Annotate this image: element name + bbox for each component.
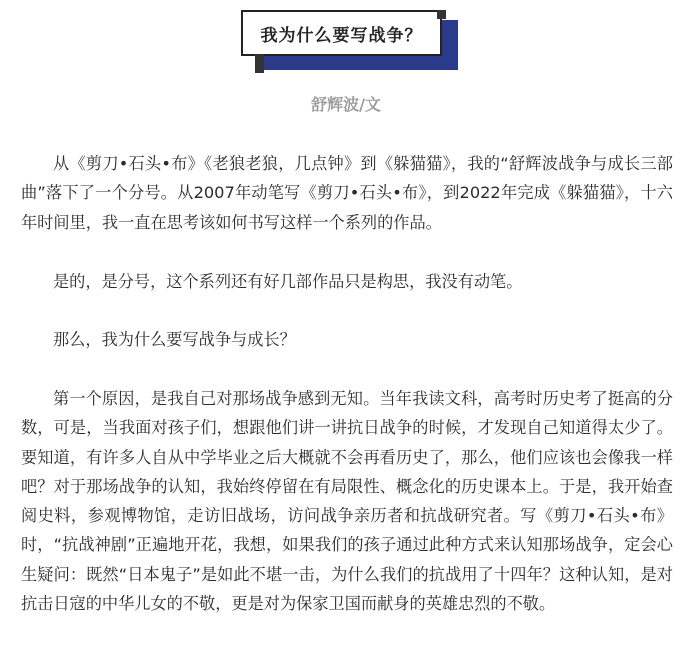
paragraph-1: 从《剪刀•石头•布》《老狼老狼，几点钟》到《躲猫猫》，我的“舒辉波战争与成长三部曲”落下了一个分号。从2007年动笔写《剪刀•石头•布》，到2022年完成《躲猫猫》，十六年时间里，我一直在思考该如何书写这样一个系列的作品。 [21, 154, 673, 232]
title-box [241, 10, 442, 56]
paragraph-4: 第一个原因，是我自己对那场战争感到无知。当年我读文科，高考时历史考了挺高的分数，可是，当我面对孩子们，想跟他们讲一讲抗日战争的时候，才发现自己知道得太少了。要知道，有许多人自从中学毕业之后大概就不会再看历史了，那么，他们应该也会像我一样吧？对于那场战争的认知，我始终停留在有局限性、概念化的历史课本上。于是，我开始查阅史料，参观博物馆，走访旧战场，访问战争亲历者和抗战研究者。写《剪刀•石头•布》时，“抗战神剧”正遍地开花，我想，如果我们的孩子通过此种方式来认知那场战争，定会心生疑问：既然“日本鬼子”是如此不堪一击，为什么我们的抗战用了十四年？这种认知，是对抗击日寇的中华儿女的不敬，更是对为保家卫国而献身的英雄忠烈的不敬。 [21, 389, 673, 614]
title-corner-accent-bottom [255, 54, 264, 73]
title-banner [241, 10, 457, 72]
author-byline: 舒辉波/文 [311, 95, 381, 114]
paragraph-2: 是的，是分号，这个系列还有好几部作品只是构思，我没有动笔。 [53, 272, 523, 291]
paragraph-3: 那么，我为什么要写战争与成长？ [53, 330, 296, 349]
title-corner-accent-top [437, 10, 446, 19]
article-title: 我为什么要写战争？ [260, 25, 423, 46]
